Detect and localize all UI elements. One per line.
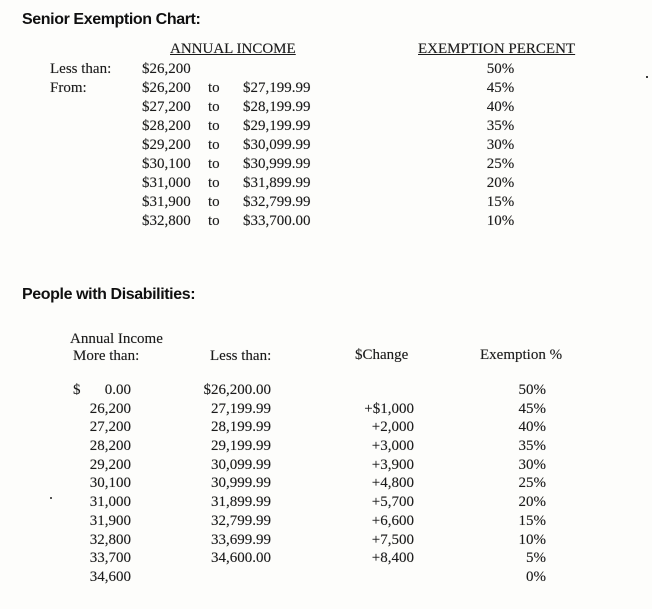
to-word: to <box>208 99 220 115</box>
income-from: $30,100 <box>142 156 191 172</box>
income-from: $28,200 <box>142 118 191 134</box>
more-than-value: 28,200 <box>89 438 131 455</box>
table-row <box>0 60 652 79</box>
change-value: +6,600 <box>371 512 414 529</box>
exemption-percent: 5% <box>526 550 546 567</box>
exemption-percent: 20% <box>486 175 515 191</box>
to-word: to <box>208 194 220 210</box>
exemption-percent: 15% <box>486 194 515 210</box>
currency-symbol: $ <box>73 382 81 398</box>
to-word: to <box>208 137 220 153</box>
more-than-value: 32,800 <box>89 531 131 548</box>
change-value: +2,000 <box>371 419 414 436</box>
exemption-percent: 40% <box>486 99 515 115</box>
income-from: $29,200 <box>142 137 191 153</box>
less-than-value: 30,099.99 <box>211 456 271 473</box>
disabilities-col-more-than: More than: <box>73 348 140 364</box>
more-than-value: 34,600 <box>89 568 131 585</box>
table-row <box>0 493 652 512</box>
disabilities-chart-table <box>0 381 652 587</box>
exemption-percent: 20% <box>518 494 546 511</box>
table-row <box>0 117 652 136</box>
change-value: +5,700 <box>371 494 414 511</box>
exemption-percent: 50% <box>518 382 546 398</box>
table-row <box>0 174 652 193</box>
row-label: Less than: <box>50 61 112 77</box>
table-row <box>0 212 652 231</box>
less-than-value: 27,199.99 <box>211 400 271 417</box>
disabilities-col-annual-income: Annual Income <box>70 331 163 347</box>
senior-col-exemption-percent: EXEMPTION PERCENT <box>418 41 576 57</box>
change-value: +3,000 <box>371 438 414 455</box>
more-than-value: 26,200 <box>89 400 131 417</box>
scan-noise-dots <box>0 0 2 2</box>
table-row <box>0 437 652 456</box>
exemption-percent: 50% <box>486 61 515 77</box>
income-to: $29,199.99 <box>243 118 311 134</box>
income-to: $30,099.99 <box>243 137 311 153</box>
income-from: $27,200 <box>142 99 191 115</box>
table-row <box>0 418 652 437</box>
income-from: $31,000 <box>142 175 191 191</box>
row-label: From: <box>50 80 87 96</box>
exemption-percent: 10% <box>486 213 515 229</box>
less-than-value: 31,899.99 <box>211 494 271 511</box>
exemption-percent: 25% <box>518 475 546 492</box>
table-row <box>0 474 652 493</box>
to-word: to <box>208 213 220 229</box>
more-than-value: 33,700 <box>89 550 131 567</box>
income-to: $28,199.99 <box>243 99 311 115</box>
table-row <box>0 456 652 475</box>
change-value: +7,500 <box>371 531 414 548</box>
more-than-value: 31,900 <box>89 512 131 529</box>
less-than-value: 32,799.99 <box>211 512 271 529</box>
exemption-percent: 15% <box>518 512 546 529</box>
disabilities-col-less-than: Less than: <box>210 348 272 364</box>
exemption-percent: 30% <box>486 137 515 153</box>
income-to: $33,700.00 <box>243 213 311 229</box>
to-word: to <box>208 118 220 134</box>
table-row <box>0 98 652 117</box>
less-than-value: 30,999.99 <box>211 475 271 492</box>
exemption-percent: 25% <box>486 156 515 172</box>
exemption-percent: 10% <box>518 531 546 548</box>
change-value: +3,900 <box>371 456 414 473</box>
less-than-value: 29,199.99 <box>211 438 271 455</box>
exemption-percent: 30% <box>518 456 546 473</box>
to-word: to <box>208 156 220 172</box>
table-row <box>0 531 652 550</box>
to-word: to <box>208 80 220 96</box>
table-row <box>0 549 652 568</box>
exemption-percent: 45% <box>518 400 546 417</box>
to-word: to <box>208 175 220 191</box>
disabilities-col-exemption: Exemption % <box>480 347 563 363</box>
senior-col-annual-income: ANNUAL INCOME <box>170 41 296 57</box>
table-row <box>0 512 652 531</box>
exemption-percent: 35% <box>518 438 546 455</box>
change-value: +4,800 <box>371 475 414 492</box>
more-than-value: 27,200 <box>89 419 131 436</box>
less-than-value: $26,200.00 <box>203 382 271 398</box>
senior-chart-title: Senior Exemption Chart: <box>22 11 201 28</box>
more-than-value: 31,000 <box>89 494 131 511</box>
change-value: +$1,000 <box>364 400 414 417</box>
exemption-percent: 40% <box>518 419 546 436</box>
more-than-value: 0.00 <box>104 382 131 398</box>
table-row <box>0 79 652 98</box>
disabilities-col-change: $Change <box>355 347 409 363</box>
table-row <box>0 155 652 174</box>
income-to: $32,799.99 <box>243 194 311 210</box>
table-row <box>0 400 652 419</box>
table-row <box>0 136 652 155</box>
income-from: $26,200 <box>142 80 191 96</box>
more-than-value: 30,100 <box>89 475 131 492</box>
senior-chart-table <box>0 60 652 231</box>
income-to: $30,999.99 <box>243 156 311 172</box>
table-row <box>0 193 652 212</box>
income-to: $31,899.99 <box>243 175 311 191</box>
table-row <box>0 568 652 587</box>
exemption-percent: 35% <box>486 118 515 134</box>
exemption-percent: 0% <box>526 568 546 585</box>
income-from: $32,800 <box>142 213 191 229</box>
income-from: $26,200 <box>142 61 191 77</box>
table-row <box>0 381 652 400</box>
exemption-percent: 45% <box>486 80 515 96</box>
income-to: $27,199.99 <box>243 80 311 96</box>
disabilities-chart-title: People with Disabilities: <box>22 286 196 303</box>
more-than-value: 29,200 <box>89 456 131 473</box>
less-than-value: 28,199.99 <box>211 419 271 436</box>
income-from: $31,900 <box>142 194 191 210</box>
change-value: +8,400 <box>371 550 414 567</box>
less-than-value: 34,600.00 <box>211 550 271 567</box>
less-than-value: 33,699.99 <box>211 531 271 548</box>
